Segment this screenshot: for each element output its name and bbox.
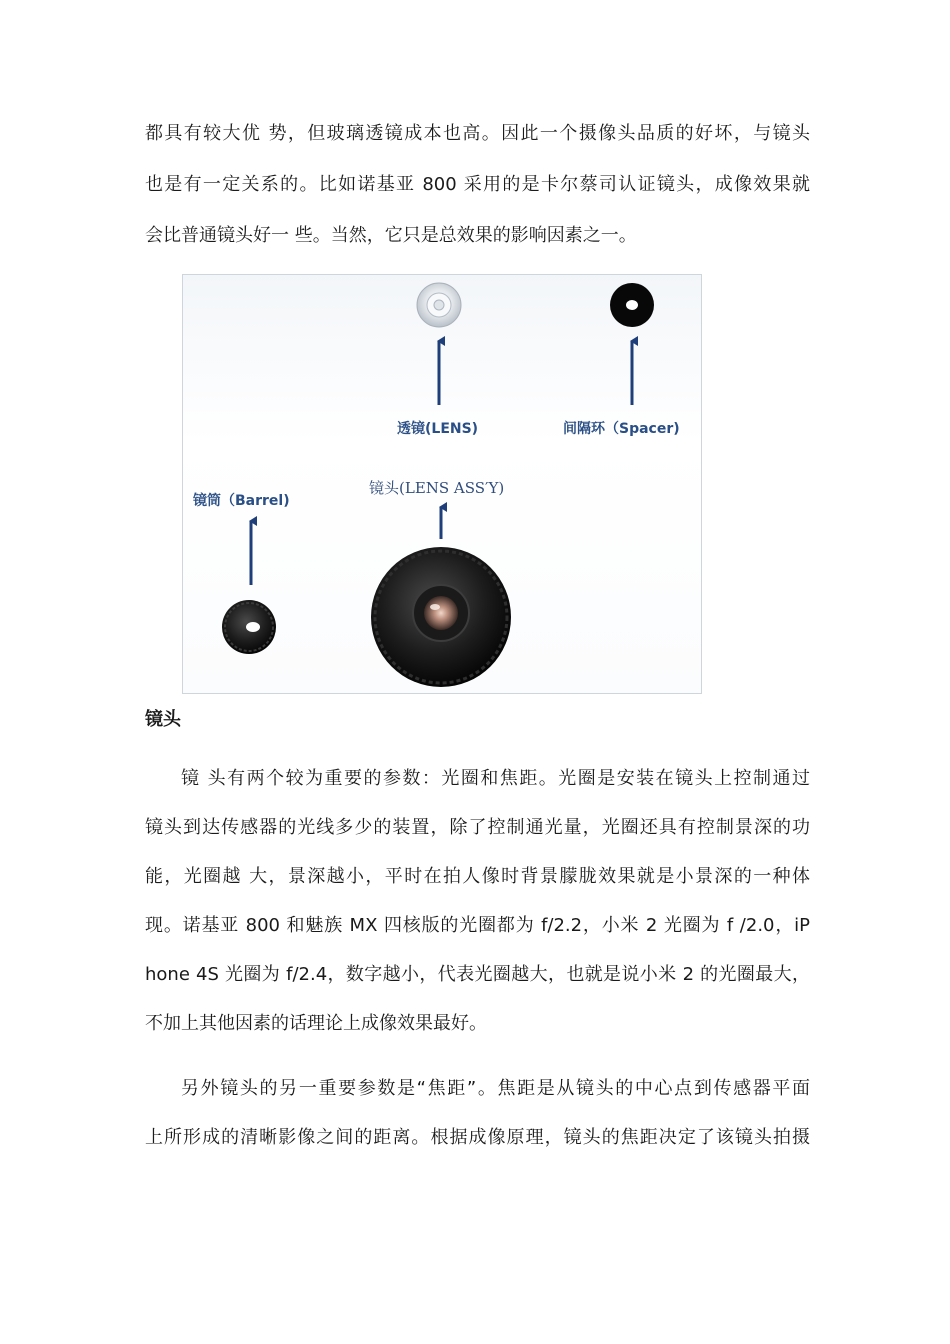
text-line: 不加上其他因素的话理论上成像效果最好。 <box>145 1013 487 1034</box>
label-spacer: 间隔环（Spacer) <box>563 421 680 437</box>
text-line: 也是有一定关系的。比如诺基亚 800 采用的是卡尔蔡司认证镜头，成像效果就 <box>145 174 810 195</box>
glass-lens-element <box>417 283 461 327</box>
lens-assembly-element <box>371 547 511 687</box>
text-line: 能，光圈越 大，景深越小，平时在拍人像时背景朦胧效果就是小景深的一种体 <box>145 866 810 887</box>
text-line: 镜头到达传感器的光线多少的装置，除了控制通光量，光圈还具有控制景深的功 <box>145 817 810 838</box>
section-heading: 镜头 <box>145 709 181 730</box>
text-line: hone 4S 光圈为 f/2.4，数字越小，代表光圈越大，也就是说小米 2 的光圈最大， <box>145 964 810 985</box>
text-line: 会比普通镜头好一 些。当然，它只是总效果的影响因素之一。 <box>145 225 637 246</box>
text-line: 上所形成的清晰影像之间的距离。根据成像原理，镜头的焦距决定了该镜头拍摄 <box>145 1127 810 1148</box>
text-line: 另外镜头的另一重要参数是“焦距”。焦距是从镜头的中心点到传感器平面 <box>181 1078 810 1099</box>
text-line: 现。诺基亚 800 和魅族 MX 四核版的光圈都为 f/2.2，小米 2 光圈为 f /2.0，iP <box>145 915 810 936</box>
barrel-element <box>222 600 276 654</box>
text-line: 镜 头有两个较为重要的参数：光圈和焦距。光圈是安装在镜头上控制通过 <box>181 768 810 789</box>
text-line: 都具有较大优 势，但玻璃透镜成本也高。因此一个摄像头品质的好坏，与镜头 <box>145 123 810 144</box>
spacer-ring-element <box>610 283 654 327</box>
label-lens: 透镜(LENS) <box>397 421 479 437</box>
lens-components-figure <box>182 274 702 694</box>
label-barrel: 镜筒（Barrel) <box>193 493 290 509</box>
label-lens-assembly: 镜头(LENS ASS′Y) <box>369 479 505 497</box>
